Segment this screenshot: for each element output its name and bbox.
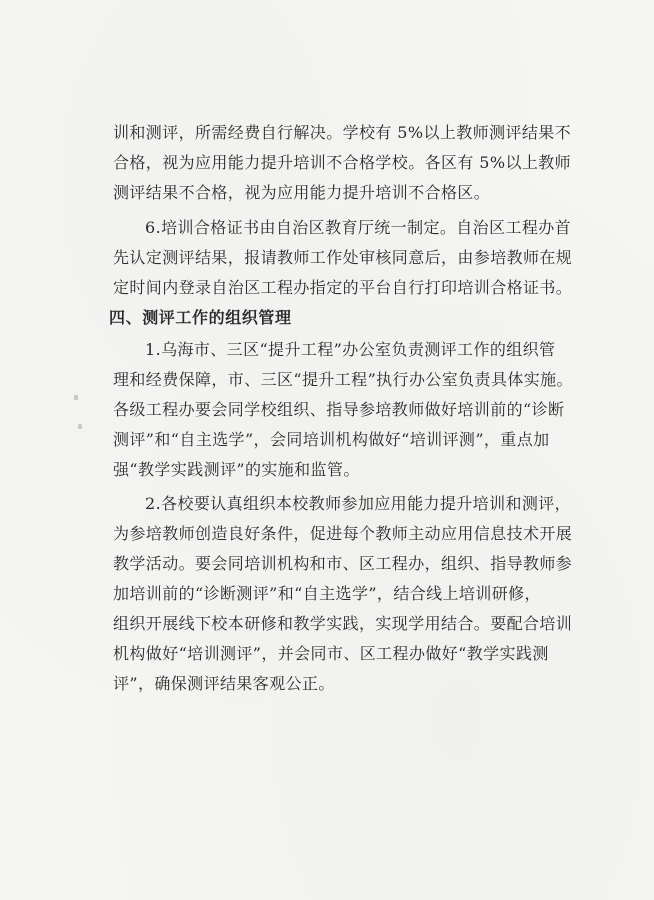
text-line: 测评结果不合格，视为应用能力提升培训不合格区。 <box>113 183 491 202</box>
scan-mark-left-2 <box>78 424 82 429</box>
scan-mark-left-1 <box>74 395 78 400</box>
text-line: 先认定测评结果，报请教师工作处审核同意后，由参培教师在规 <box>113 248 573 267</box>
paragraph <box>113 213 578 303</box>
text-line: 定时间内登录自治区工程办指定的平台自行打印培训合格证书。 <box>113 278 573 297</box>
text-line: 为参培教师创造良好条件，促进每个教师主动应用信息技术开展 <box>113 524 573 543</box>
text-line: 合格，视为应用能力提升培训不合格学校。各区有 5%以上教师 <box>113 153 572 172</box>
text-line: 1.乌海市、三区“提升工程”办公室负责测评工作的组织管 <box>145 340 556 359</box>
paragraph <box>113 118 578 208</box>
paragraph <box>113 489 578 699</box>
document-body <box>109 118 578 699</box>
text-line: 训和测评，所需经费自行解决。学校有 5%以上教师测评结果不 <box>113 123 572 142</box>
text-line: 教学活动。要会同培训机构和市、区工程办，组织、指导教师参 <box>113 554 573 573</box>
text-line: 加培训前的“诊断测评”和“自主选学”，结合线上培训研修， <box>113 584 541 603</box>
paragraph <box>113 335 578 485</box>
text-line: 6.培训合格证书由自治区教育厅统一制定。自治区工程办首 <box>145 218 572 237</box>
text-line: 组织开展线下校本研修和教学实践，实现学用结合。要配合培训 <box>113 614 573 633</box>
text-line: 理和经费保障，市、三区“提升工程”执行办公室负责具体实施。 <box>113 370 573 389</box>
section-heading: 四、测评工作的组织管理 <box>109 308 292 327</box>
text-line: 各级工程办要会同学校组织、指导参培教师做好培训前的“诊断 <box>113 400 565 419</box>
text-line: 强“教学实践测评”的实施和监管。 <box>113 460 360 479</box>
text-line: 机构做好“培训测评”，并会同市、区工程办做好“教学实践测 <box>113 644 549 663</box>
text-line: 2.各校要认真组织本校教师参加应用能力提升培训和测评， <box>145 494 572 513</box>
text-line: 评”，确保测评结果客观公正。 <box>113 674 335 693</box>
text-line: 测评”和“自主选学”，会同培训机构做好“培训评测”，重点加 <box>113 430 550 449</box>
